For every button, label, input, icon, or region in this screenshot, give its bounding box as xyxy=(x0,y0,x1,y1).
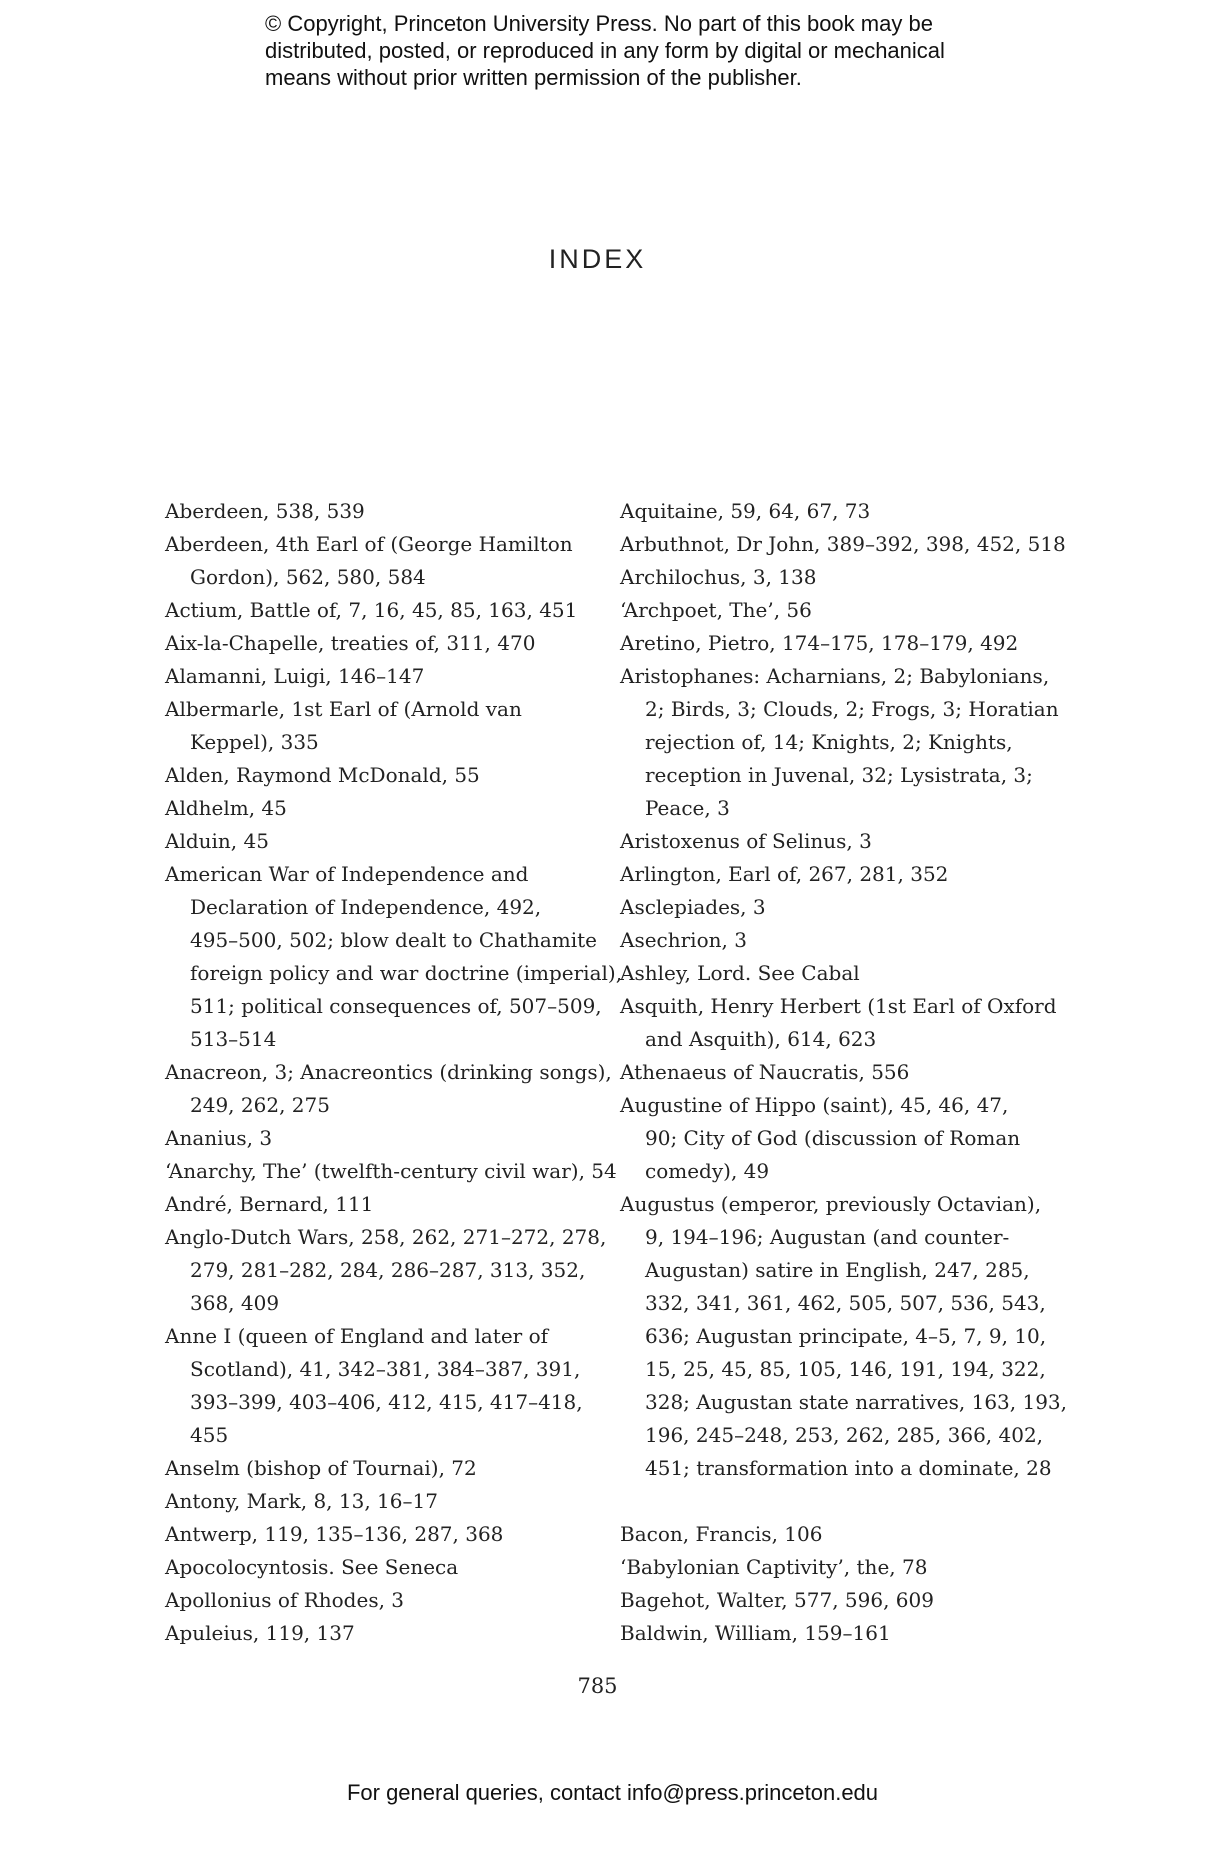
index-entry xyxy=(620,957,1050,990)
index-entry-line: Apollonius of Rhodes, 3 xyxy=(165,1588,405,1612)
index-entry-continuation: Gordon), 562, 580, 584 xyxy=(190,565,426,589)
index-entry-line: Bacon, Francis, 106 xyxy=(620,1522,823,1546)
index-entry-line: Baldwin, William, 159–161 xyxy=(620,1621,891,1645)
index-entry xyxy=(165,1452,595,1485)
index-entry-continuation: 451; transformation into a dominate, 28 xyxy=(645,1456,1052,1480)
index-entry-line: Arlington, Earl of, 267, 281, 352 xyxy=(620,862,949,886)
index-entry xyxy=(165,1056,612,1122)
index-entry-line: Aberdeen, 538, 539 xyxy=(165,499,365,523)
index-entry-line: Augustus (emperor, previously Octavian), xyxy=(620,1192,1042,1216)
index-entry xyxy=(165,693,595,759)
index-entry-line: Athenaeus of Naucratis, 556 xyxy=(620,1060,910,1084)
index-entry xyxy=(620,594,1050,627)
index-entry-line: ‘Anarchy, The’ (twelfth-century civil war), 54 xyxy=(165,1159,617,1183)
index-entry-line: Actium, Battle of, 7, 16, 45, 85, 163, 451 xyxy=(165,598,578,622)
index-entry xyxy=(165,858,623,1056)
index-entry-continuation: 513–514 xyxy=(190,1027,277,1051)
index-entry xyxy=(620,561,1050,594)
index-entry-continuation: comedy), 49 xyxy=(645,1159,770,1183)
index-entry xyxy=(165,1518,595,1551)
index-entry-line: Antwerp, 119, 135–136, 287, 368 xyxy=(165,1522,504,1546)
index-entry-line: Apuleius, 119, 137 xyxy=(165,1621,355,1645)
index-entry xyxy=(165,528,595,594)
index-entry-line: Anselm (bishop of Tournai), 72 xyxy=(165,1456,477,1480)
index-entry-line: Aix-la-Chapelle, treaties of, 311, 470 xyxy=(165,631,536,655)
copyright-line: means without prior written permission of the publisher. xyxy=(265,65,802,90)
index-entry xyxy=(620,1056,1050,1089)
index-entry-continuation: 393–399, 403–406, 412, 415, 417–418, xyxy=(190,1390,583,1414)
index-entry-line: Asclepiades, 3 xyxy=(620,895,766,919)
index-entry-line: American War of Independence and xyxy=(165,862,529,886)
index-entry xyxy=(620,1089,1050,1188)
index-entry xyxy=(165,594,595,627)
index-entry xyxy=(620,924,1050,957)
index-entry-line: Anacreon, 3; Anacreontics (drinking songs), xyxy=(165,1060,612,1084)
index-entry xyxy=(165,1221,607,1320)
index-entry-continuation: 495–500, 502; blow dealt to Chathamite xyxy=(190,928,598,952)
index-entry-continuation: 15, 25, 45, 85, 105, 146, 191, 194, 322, xyxy=(645,1357,1046,1381)
index-entry xyxy=(165,1122,595,1155)
index-entry-line: ‘Archpoet, The’, 56 xyxy=(620,598,812,622)
index-entry-continuation: 196, 245–248, 253, 262, 285, 366, 402, xyxy=(645,1423,1044,1447)
index-entry-continuation: Peace, 3 xyxy=(645,796,730,820)
index-column-left xyxy=(165,495,623,1650)
page-number: 785 xyxy=(577,1674,618,1698)
index-entry xyxy=(165,1485,595,1518)
index-entry-continuation: 249, 262, 275 xyxy=(190,1093,330,1117)
index-entry xyxy=(165,1155,617,1188)
index-entry xyxy=(165,1617,595,1650)
index-entry-continuation: reception in Juvenal, 32; Lysistrata, 3; xyxy=(645,763,1033,787)
index-entry xyxy=(620,1188,1068,1485)
index-entry xyxy=(165,792,595,825)
index-entry-line: Anne I (queen of England and later of xyxy=(165,1324,549,1348)
index-entry-line: Anglo-Dutch Wars, 258, 262, 271–272, 278, xyxy=(165,1225,607,1249)
index-entry-line: Asquith, Henry Herbert (1st Earl of Oxford xyxy=(620,994,1057,1018)
index-entry-continuation: 455 xyxy=(190,1423,229,1447)
index-entry-continuation: 511; political consequences of, 507–509, xyxy=(190,994,602,1018)
index-entry xyxy=(620,1551,1050,1584)
index-entry xyxy=(620,825,1050,858)
index-entry-continuation: rejection of, 14; Knights, 2; Knights, xyxy=(645,730,1013,754)
index-entry-line: Apocolocyntosis. See Seneca xyxy=(165,1555,459,1579)
index-entry-line: ‘Babylonian Captivity’, the, 78 xyxy=(620,1555,928,1579)
index-entry-line: Aretino, Pietro, 174–175, 178–179, 492 xyxy=(620,631,1019,655)
index-entry-line: Aberdeen, 4th Earl of (George Hamilton xyxy=(165,532,573,556)
index-entry-line: Aristophanes: Acharnians, 2; Babylonians, xyxy=(620,664,1050,688)
index-entry-continuation: 9, 194–196; Augustan (and counter- xyxy=(645,1225,1010,1249)
index-entry xyxy=(165,1584,595,1617)
index-column-right xyxy=(620,495,1068,1650)
index-entry-continuation: foreign policy and war doctrine (imperial), xyxy=(190,961,623,985)
index-entry-line: Asechrion, 3 xyxy=(620,928,747,952)
copyright-line: © Copyright, Princeton University Press. No part of this book may be xyxy=(265,11,933,36)
copyright-notice xyxy=(265,10,1025,91)
index-entry-continuation: Scotland), 41, 342–381, 384–387, 391, xyxy=(190,1357,581,1381)
index-entry-line: Antony, Mark, 8, 13, 16–17 xyxy=(165,1489,438,1513)
footer-contact: For general queries, contact info@press.princeton.edu xyxy=(346,1780,879,1805)
index-entry-continuation: 90; City of God (discussion of Roman xyxy=(645,1126,1021,1150)
index-entry-continuation: Keppel), 335 xyxy=(190,730,319,754)
index-entry-line: Ananius, 3 xyxy=(165,1126,273,1150)
index-entry xyxy=(620,1518,1050,1551)
index-entry xyxy=(165,1320,595,1452)
index-entry xyxy=(165,825,595,858)
index-entry xyxy=(620,891,1050,924)
index-entry xyxy=(620,528,1066,561)
index-entry-continuation: Augustan) satire in English, 247, 285, xyxy=(645,1258,1030,1282)
index-entry-line: Augustine of Hippo (saint), 45, 46, 47, xyxy=(620,1093,1009,1117)
index-entry xyxy=(620,1584,1050,1617)
index-entry-line: Alden, Raymond McDonald, 55 xyxy=(165,763,480,787)
index-entry-continuation: and Asquith), 614, 623 xyxy=(645,1027,877,1051)
index-entry-line: Aristoxenus of Selinus, 3 xyxy=(620,829,872,853)
index-entry-line: Aldhelm, 45 xyxy=(165,796,287,820)
index-entry xyxy=(165,759,595,792)
index-entry-continuation: 279, 281–282, 284, 286–287, 313, 352, xyxy=(190,1258,586,1282)
index-entry-continuation: Declaration of Independence, 492, xyxy=(190,895,542,919)
index-entry-continuation: 332, 341, 361, 462, 505, 507, 536, 543, xyxy=(645,1291,1046,1315)
index-entry xyxy=(620,1617,1050,1650)
index-entry xyxy=(620,627,1050,660)
index-entry-line: Alamanni, Luigi, 146–147 xyxy=(165,664,425,688)
index-entry-line: Archilochus, 3, 138 xyxy=(620,565,817,589)
index-entry xyxy=(165,1188,595,1221)
index-entry-line: Ashley, Lord. See Cabal xyxy=(620,961,860,985)
index-entry xyxy=(620,660,1059,825)
index-entry-line: Arbuthnot, Dr John, 389–392, 398, 452, 518 xyxy=(620,532,1066,556)
index-entry xyxy=(620,858,1050,891)
index-entry-continuation: 636; Augustan principate, 4–5, 7, 9, 10, xyxy=(645,1324,1047,1348)
index-entry xyxy=(620,990,1057,1056)
index-entry-line: Bagehot, Walter, 577, 596, 609 xyxy=(620,1588,934,1612)
index-entry xyxy=(165,1551,595,1584)
index-entry-line: Alduin, 45 xyxy=(165,829,269,853)
index-entry xyxy=(165,660,595,693)
index-entry xyxy=(620,495,1050,528)
index-entry-continuation: 368, 409 xyxy=(190,1291,280,1315)
index-entry-continuation: 328; Augustan state narratives, 163, 193, xyxy=(645,1390,1068,1414)
index-entry xyxy=(165,627,595,660)
index-entry xyxy=(165,495,595,528)
index-entry-line: André, Bernard, 111 xyxy=(165,1192,374,1216)
index-entry-continuation: 2; Birds, 3; Clouds, 2; Frogs, 3; Horatian xyxy=(645,697,1059,721)
index-entry-line: Aquitaine, 59, 64, 67, 73 xyxy=(620,499,871,523)
index-entry-line: Albermarle, 1st Earl of (Arnold van xyxy=(165,697,522,721)
page-title: INDEX xyxy=(548,244,647,274)
copyright-line: distributed, posted, or reproduced in any form by digital or mechanical xyxy=(265,38,945,63)
